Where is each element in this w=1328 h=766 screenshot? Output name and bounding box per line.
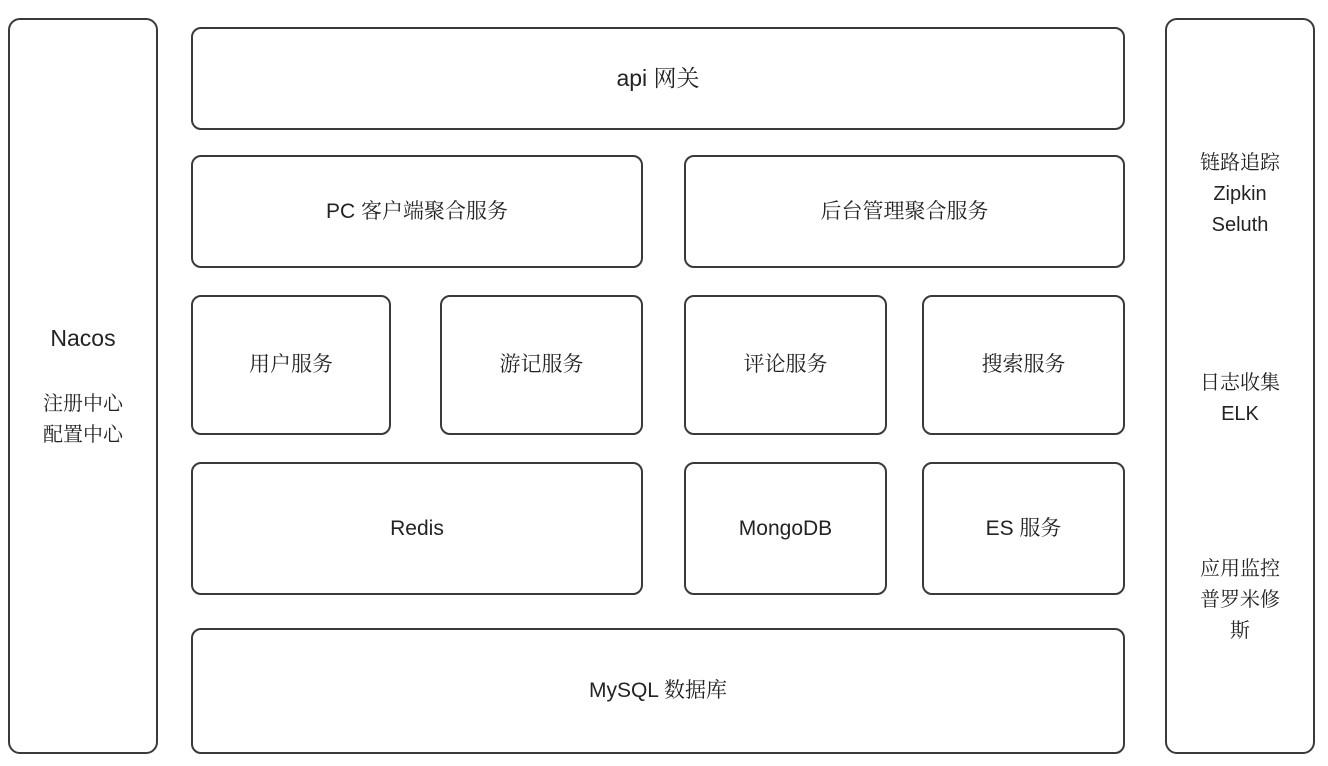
monitoring-prometheus-1: 普罗米修: [1200, 589, 1280, 611]
monitoring-label: 应用监控: [1200, 558, 1280, 580]
comment-service-label: 评论服务: [743, 353, 828, 377]
nacos-panel: [8, 18, 158, 754]
redis-label: Redis: [390, 516, 444, 540]
admin-aggregation-service-label: 后台管理聚合服务: [820, 199, 989, 223]
mysql-database-box: [191, 628, 1125, 754]
tracing-zipkin: Zipkin: [1213, 183, 1267, 205]
tracing-label: 链路追踪: [1200, 152, 1280, 174]
logging-label: 日志收集: [1200, 372, 1280, 394]
travel-note-service-label: 游记服务: [499, 353, 584, 377]
logging-group: [1167, 368, 1313, 430]
es-service-box: [922, 462, 1125, 595]
nacos-title: Nacos: [50, 324, 116, 351]
mysql-database-label: MySQL 数据库: [588, 679, 728, 703]
admin-aggregation-service-box: [684, 155, 1125, 268]
infrastructure-panel: [1165, 18, 1315, 754]
tracing-group: [1167, 148, 1313, 241]
monitoring-group: [1167, 554, 1313, 647]
nacos-subtitle-registry: 注册中心: [43, 393, 123, 416]
travel-note-service-box: [440, 295, 643, 435]
search-service-label: 搜索服务: [981, 353, 1066, 377]
user-service-label: 用户服务: [249, 353, 333, 377]
mongodb-label: MongoDB: [738, 516, 833, 540]
api-gateway-box: [191, 27, 1125, 130]
tracing-sleuth: Seluth: [1211, 214, 1269, 236]
redis-box: [191, 462, 643, 595]
monitoring-prometheus-2: 斯: [1230, 620, 1250, 642]
nacos-subtitle-config: 配置中心: [43, 424, 123, 447]
search-service-box: [922, 295, 1125, 435]
api-gateway-label: api 网关: [616, 65, 700, 92]
es-service-label: ES 服务: [985, 516, 1062, 540]
pc-aggregation-service-label: PC 客户端聚合服务: [325, 199, 508, 223]
logging-elk: ELK: [1221, 403, 1259, 425]
pc-aggregation-service-box: [191, 155, 643, 268]
comment-service-box: [684, 295, 887, 435]
user-service-box: [191, 295, 391, 435]
mongodb-box: [684, 462, 887, 595]
